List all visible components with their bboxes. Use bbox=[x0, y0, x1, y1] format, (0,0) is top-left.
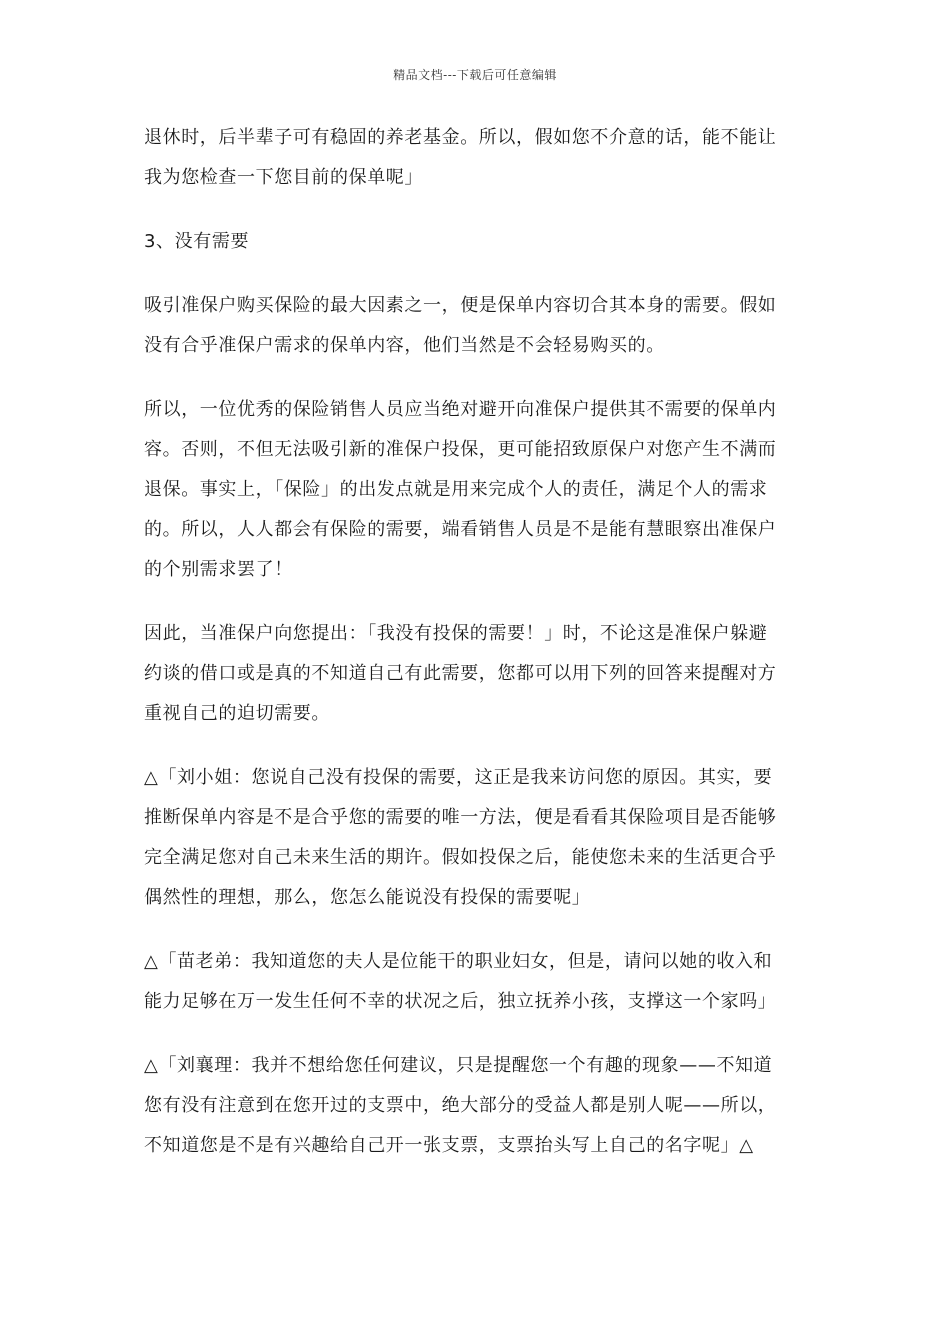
text-line: 容。否则，不但无法吸引新的准保户投保，更可能招致原保户对您产生不满而 bbox=[144, 439, 777, 460]
text-line: 不知道您是不是有兴趣给自己开一张支票，支票抬头写上自己的名字呢」△ bbox=[144, 1135, 754, 1156]
text-line: △「苗老弟：我知道您的夫人是位能干的职业妇女，但是，请问以她的收入和 bbox=[144, 951, 773, 972]
text-line: 您有没有注意到在您开过的支票中，绝大部分的受益人都是别人呢——所以， bbox=[144, 1095, 777, 1116]
paragraph-therefore bbox=[144, 614, 806, 734]
text-line: 偶然性的理想，那么，您怎么能说没有投保的需要呢」 bbox=[144, 887, 591, 908]
text-line: 的。所以，人人都会有保险的需要，端看销售人员是不是能有慧眼察出准保户 bbox=[144, 519, 777, 540]
text-line: 我为您检查一下您目前的保单呢」 bbox=[144, 167, 423, 188]
text-line: 的个别需求罢了！ bbox=[144, 559, 293, 580]
text-line: 退休时，后半辈子可有稳固的养老基金。所以，假如您不介意的话，能不能让 bbox=[144, 127, 777, 148]
text-line: 完全满足您对自己未来生活的期许。假如投保之后，能使您未来的生活更合乎 bbox=[144, 847, 777, 868]
section-heading-no-need bbox=[144, 222, 806, 262]
page-header: 精品文档---下载后可任意编辑 bbox=[393, 68, 557, 82]
text-line: 能力足够在万一发生任何不幸的状况之后，独立抚养小孩，支撑这一个家吗」 bbox=[144, 991, 777, 1012]
example-reply-manager-liu bbox=[144, 1046, 806, 1166]
paragraph-attraction-factor bbox=[144, 286, 806, 366]
example-reply-brother-miao bbox=[144, 942, 806, 1022]
text-line: 所以，一位优秀的保险销售人员应当绝对避开向准保户提供其不需要的保单内 bbox=[144, 399, 777, 420]
text-line: 退保。事实上，「保险」的出发点就是用来完成个人的责任，满足个人的需求 bbox=[144, 479, 768, 500]
document-body bbox=[144, 118, 806, 1190]
text-line: 因此，当准保户向您提出：「我没有投保的需要！」时，不论这是准保户躲避 bbox=[144, 623, 768, 644]
text-line: 没有合乎准保户需求的保单内容，他们当然是不会轻易购买的。 bbox=[144, 335, 665, 356]
text-line: 推断保单内容是不是合乎您的需要的唯一方法，便是看看其保险项目是否能够 bbox=[144, 807, 777, 828]
example-reply-miss-liu bbox=[144, 758, 806, 918]
text-line: △「刘小姐：您说自己没有投保的需要，这正是我来访问您的原因。其实，要 bbox=[144, 767, 773, 788]
text-line: 约谈的借口或是真的不知道自己有此需要，您都可以用下列的回答来提醒对方 bbox=[144, 663, 777, 684]
text-line: 吸引准保户购买保险的最大因素之一，便是保单内容切合其本身的需要。假如 bbox=[144, 295, 777, 316]
text-line: △「刘襄理：我并不想给您任何建议，只是提醒您一个有趣的现象——不知道 bbox=[144, 1055, 773, 1076]
paragraph-pension-fund bbox=[144, 118, 806, 198]
text-line: 重视自己的迫切需要。 bbox=[144, 703, 330, 724]
paragraph-excellent-salesperson bbox=[144, 390, 806, 590]
text-line: 3、没有需要 bbox=[144, 231, 250, 252]
